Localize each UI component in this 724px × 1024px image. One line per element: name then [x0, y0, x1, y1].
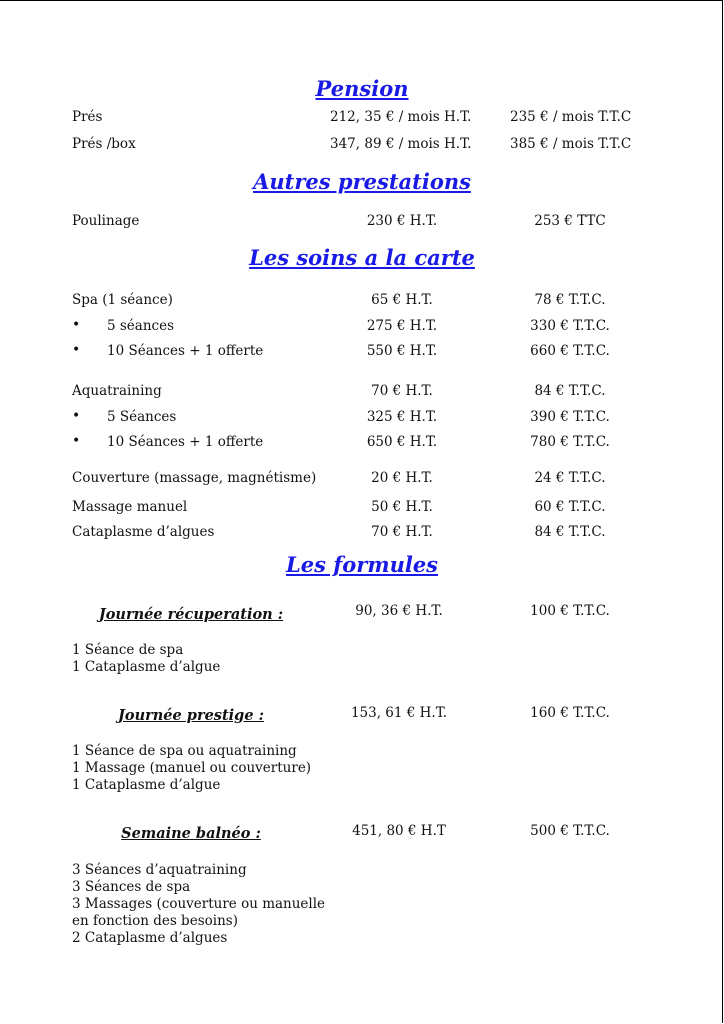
- aqua-10-ht: 650 € H.T.: [366, 434, 438, 450]
- pension-presbox-ttc: 385 € / mois T.T.C: [510, 136, 632, 152]
- poulinage-ht: 230 € H.T.: [366, 213, 438, 229]
- bullet-icon: •: [72, 317, 81, 333]
- spa-ttc: 78 € T.T.C.: [534, 292, 606, 308]
- formule-balneo-title: Semaine balnéo :: [121, 825, 261, 842]
- formule-prestige-ttc: 160 € T.T.C.: [530, 705, 610, 721]
- aqua-5-ttc: 390 € T.T.C.: [530, 409, 610, 425]
- spa-5-ht: 275 € H.T.: [366, 318, 438, 334]
- spa-5-label: 5 séances: [107, 318, 175, 334]
- spa-5-ttc: 330 € T.T.C.: [530, 318, 610, 334]
- spa-10-ttc: 660 € T.T.C.: [530, 343, 610, 359]
- aqua-10-label: 10 Séances + 1 offerte: [107, 434, 264, 450]
- couverture-label: Couverture (massage, magnétisme): [72, 470, 317, 486]
- formule-prestige-details: 1 Séance de spa ou aquatraining 1 Massage (manuel ou couverture) 1 Cataplasme d’algue: [72, 743, 312, 793]
- autres-heading: Autres prestations: [253, 169, 471, 194]
- formule-prestige-title: Journée prestige :: [118, 707, 264, 724]
- pension-presbox-label: Prés /box: [72, 136, 136, 152]
- formule-recup-ht: 90, 36 € H.T.: [355, 603, 443, 619]
- pension-pres-ht: 212, 35 € / mois H.T.: [330, 109, 472, 125]
- cataplasme-ttc: 84 € T.T.C.: [534, 524, 606, 540]
- formule-recup-ttc: 100 € T.T.C.: [530, 603, 610, 619]
- pension-pres-ttc: 235 € / mois T.T.C: [510, 109, 632, 125]
- massage-ht: 50 € H.T.: [371, 499, 433, 515]
- spa-label: Spa (1 séance): [72, 292, 173, 308]
- formule-recup-details: 1 Séance de spa 1 Cataplasme d’algue: [72, 642, 221, 675]
- pension-presbox-ht: 347, 89 € / mois H.T.: [330, 136, 472, 152]
- cataplasme-label: Cataplasme d’algues: [72, 524, 215, 540]
- pension-heading: Pension: [315, 76, 409, 101]
- couverture-ht: 20 € H.T.: [371, 470, 433, 486]
- aqua-label: Aquatraining: [72, 383, 162, 399]
- aqua-5-label: 5 Séances: [107, 409, 177, 425]
- poulinage-ttc: 253 € TTC: [534, 213, 606, 229]
- bullet-icon: •: [72, 342, 81, 358]
- aqua-5-ht: 325 € H.T.: [366, 409, 438, 425]
- pension-pres-label: Prés: [72, 109, 103, 125]
- poulinage-label: Poulinage: [72, 213, 140, 229]
- soins-heading: Les soins a la carte: [249, 245, 475, 270]
- bullet-icon: •: [72, 408, 81, 424]
- aqua-ht: 70 € H.T.: [371, 383, 433, 399]
- spa-ht: 65 € H.T.: [371, 292, 433, 308]
- aqua-ttc: 84 € T.T.C.: [534, 383, 606, 399]
- formule-recup-title: Journée récuperation :: [98, 606, 284, 623]
- spa-10-label: 10 Séances + 1 offerte: [107, 343, 264, 359]
- formule-balneo-details: 3 Séances d’aquatraining 3 Séances de spa 3 Massages (couverture ou manuelle en fonction des besoins) 2 Cataplasme d’algues: [72, 862, 326, 946]
- aqua-10-ttc: 780 € T.T.C.: [530, 434, 610, 450]
- formule-prestige-ht: 153, 61 € H.T.: [350, 705, 448, 721]
- cataplasme-ht: 70 € H.T.: [371, 524, 433, 540]
- couverture-ttc: 24 € T.T.C.: [534, 470, 606, 486]
- massage-label: Massage manuel: [72, 499, 188, 515]
- bullet-icon: •: [72, 433, 81, 449]
- spa-10-ht: 550 € H.T.: [366, 343, 438, 359]
- formule-balneo-ht: 451, 80 € H.T: [352, 823, 446, 839]
- formules-heading: Les formules: [285, 552, 438, 577]
- formule-balneo-ttc: 500 € T.T.C.: [530, 823, 610, 839]
- massage-ttc: 60 € T.T.C.: [534, 499, 606, 515]
